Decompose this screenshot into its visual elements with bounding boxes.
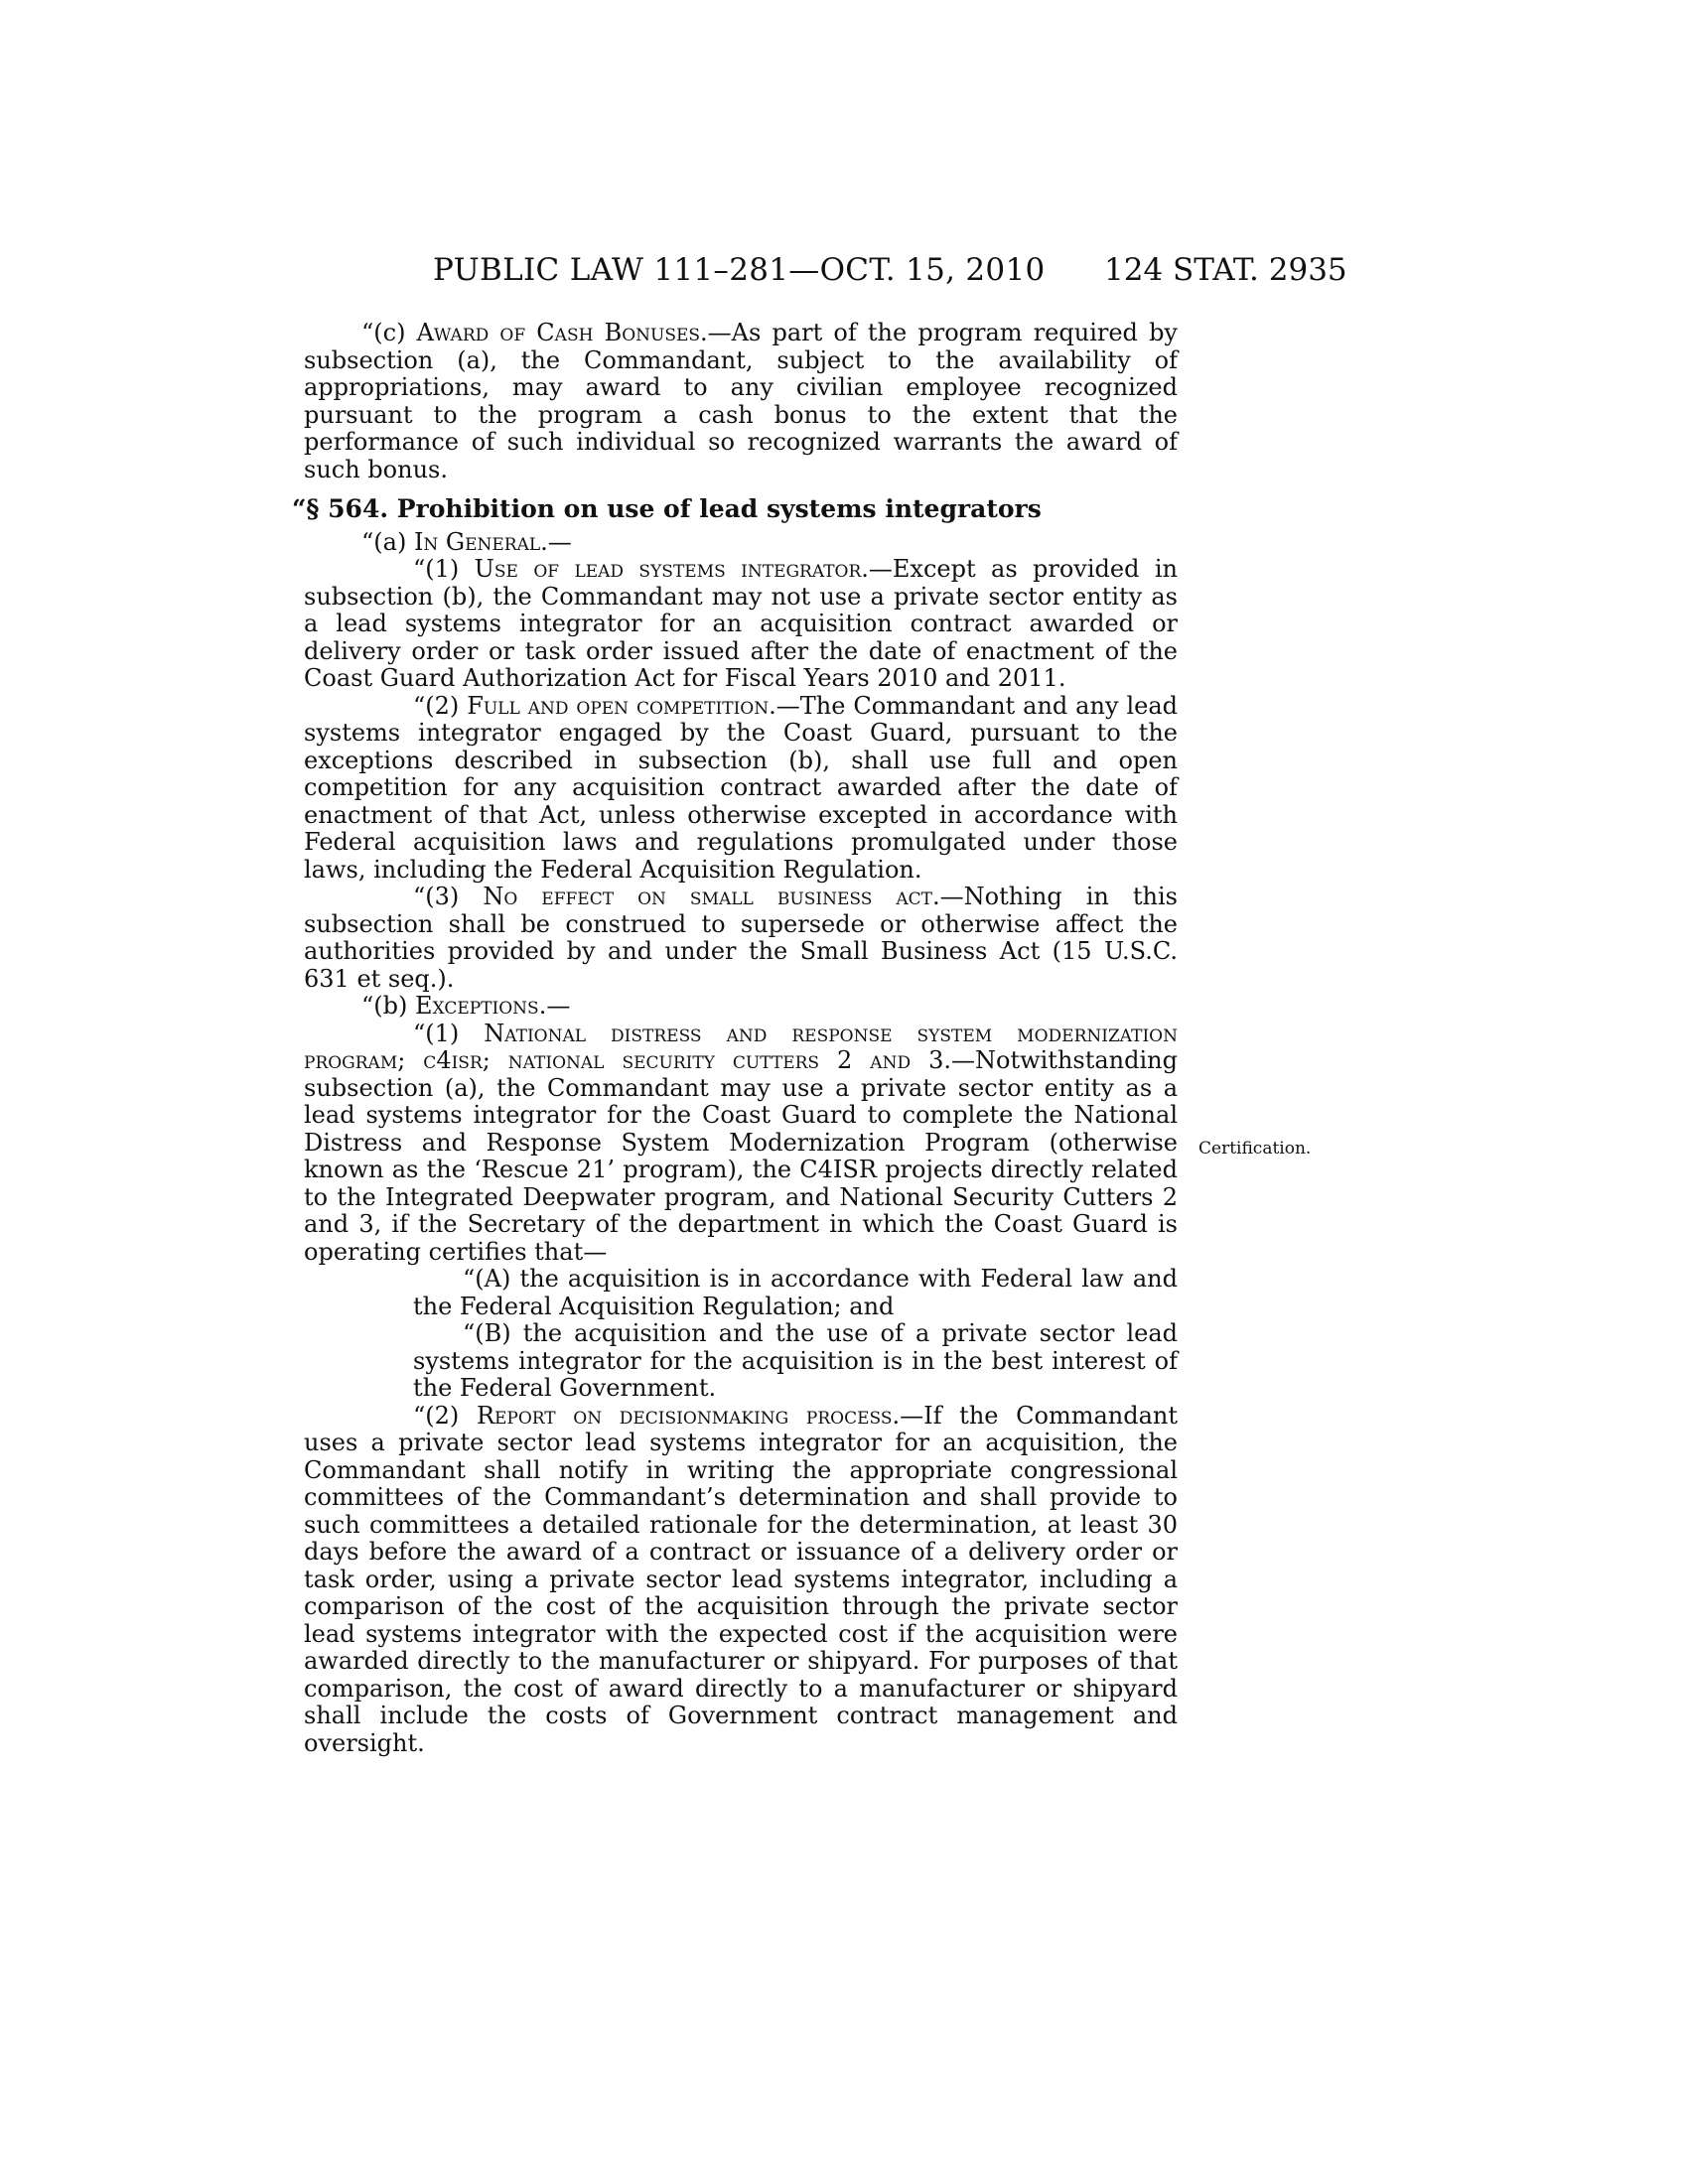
subsection-b-open: “(b) [361,992,415,1020]
paragraph-a1-heading: Use of lead systems integrator [474,555,862,583]
paragraph-b2-text: .—If the Commandant uses a private sector lead systems integrator for an acquisition, the Commandant shall notify in writing the appropriate congressional committees of the Commandant’s determination and shall provide to such committees a detailed rationale for the determination, at least 30 days before the award of a contract or issuance of a delivery order or task order, using a private sector lead systems integrator, including a comparison of the cost of the acquisition through the private sector lead systems integrator with the expected cost if the acquisition were awarded directly to the manufacturer or shipyard. For purposes of that comparison, the cost of award directly to a manufacturer or shipyard shall include the costs of Government contract management and oversight. [304,1401,1178,1757]
subsection-b-title: Exceptions [415,992,539,1020]
paragraph-a3-heading: No effect on small business act [483,883,933,910]
paragraph-b2-open: “(2) [413,1401,477,1430]
paragraph-a3-text: .—Nothing in this subsection shall be construed to supersede or otherwise affect the authorities provided by and under the Small Business Act (15 U.S.C. 631 et seq.). [304,883,1178,993]
subsection-c-heading: Award of Cash Bonuses [416,319,701,346]
subsection-c-open: “(c) [361,319,417,346]
running-header-stat: 124 STAT. 2935 [1104,252,1347,288]
subsection-b-dash: .— [538,992,571,1020]
section-heading: “§ 564. Prohibition on use of lead systems integrators [292,494,1042,523]
subsection-a-open: “(a) [361,527,414,556]
paragraph-b1-heading: National distress and response system modernization program; c4isr; national security cutters 2 and 3 [304,1019,1178,1074]
subparagraph-b1-A: “(A) the acquisition is in accordance with Federal law and the Federal Acquisition Regulation; and [413,1265,1178,1320]
paragraph-a3-open: “(3) [413,883,484,910]
paragraph-b2 [304,1403,1178,1758]
subparagraph-b1-B: “(B) the acquisition and the use of a private sector lead systems integrator for the acquisition is in the best interest of the Federal Government. [413,1319,1178,1402]
paragraph-a1-text: .—Except as provided in subsection (b), the Commandant may not use a private sector entity as a lead systems integrator for an acquisition contract awarded or delivery order or task order issued after the date of enactment of the Coast Guard Authorization Act for Fiscal Years 2010 and 2011. [304,555,1178,692]
subsection-a-heading [304,529,1178,557]
paragraph-a2-text: .—The Commandant and any lead systems integrator engaged by the Coast Guard, pursuant to the exceptions described in subsection (b), shall use full and open competition for any acquisition contract awarded after the date of enactment of that Act, unless otherwise excepted in accordance with Federal acquisition laws and regulations promulgated under those laws, including the Federal Acquisition Regulation. [304,691,1178,884]
paragraph-b1-text: .—Notwithstanding subsection (a), the Commandant may use a private sector entity as a lead systems integrator for the Coast Guard to complete the National Distress and Response System Modernization Program (otherwise known as the ‘Rescue 21’ program), the C4ISR projects directly related to the Integrated Deepwater program, and National Security Cutters 2 and 3, if the Secretary of the department in which the Coast Guard is operating certifies that— [304,1046,1178,1266]
paragraph-b2-heading: Report on decisionmaking process [476,1401,893,1430]
paragraph-a1-open: “(1) [413,555,475,583]
paragraph-b1 [304,1021,1178,1267]
paragraph-b1-open: “(1) [413,1019,485,1047]
subsection-b-heading [304,993,1178,1021]
paragraph-a1 [304,556,1178,693]
paragraph-a3 [304,884,1178,993]
paragraph-a2 [304,693,1178,885]
document-body [292,319,1178,1757]
paragraph-a2-heading: Full and open competition [467,691,770,720]
subsection-c-text: .—As part of the program required by subsection (a), the Commandant, subject to the availability of appropriations, may award to any civilian employee recognized pursuant to the program a cash bonus to the extent that the performance of such individual so recognized warrants the award of such bonus. [304,319,1178,483]
paragraph-a2-open: “(2) [413,691,468,720]
subsection-c [304,320,1178,483]
running-header-title: PUBLIC LAW 111–281—OCT. 15, 2010 [433,252,1046,288]
subsection-a-title: In General [413,527,541,556]
subsection-a-dash: .— [540,527,572,556]
margin-note-certification: Certification. [1198,1139,1312,1159]
